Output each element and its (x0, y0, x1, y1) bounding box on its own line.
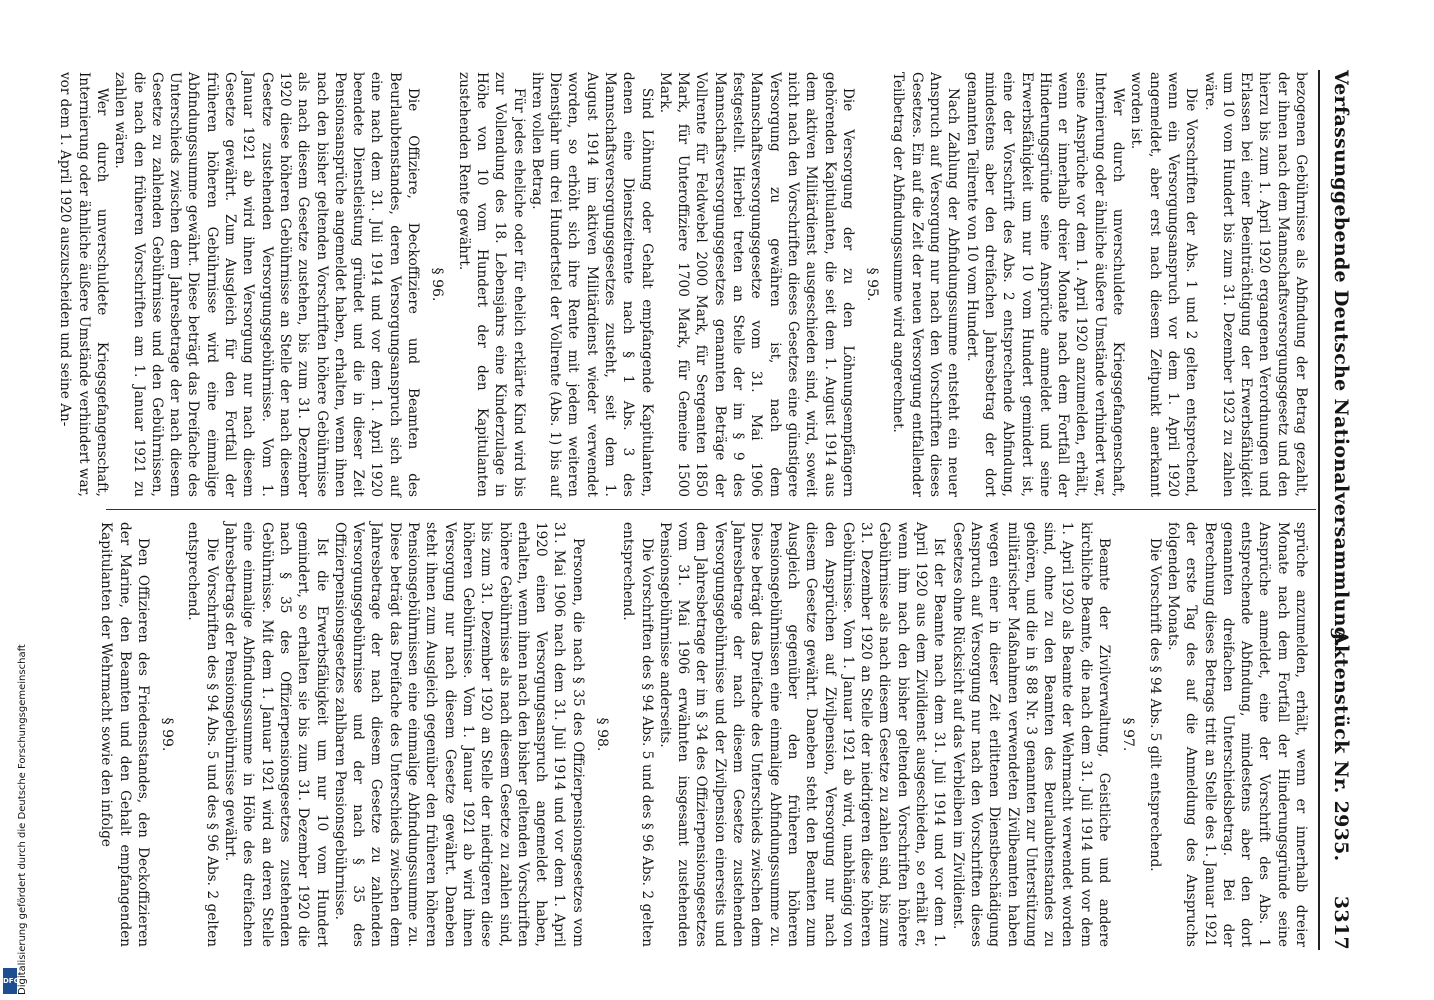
paragraph: Die Vorschrift des § 94 Abs. 5 gilt entsprechend. (1146, 538, 1163, 872)
section-heading: § 99. (159, 717, 176, 752)
page-number: 3317 (1330, 895, 1352, 950)
header-rule (1318, 70, 1320, 950)
section-heading: § 96. (429, 267, 446, 302)
paragraph: Wer durch unverschuldete Kriegsgefangenschaft, Internierung oder ähnliche äußere Umstände verhindert war, vor dem 1. April 1920 auszuscheiden und seine An- (57, 72, 110, 497)
paragraph: Sind Löhnung oder Gehalt empfangende Kapitulanten, denen eine Dienstzeitrente nach § 1 Abs. 3 des Mannschaftsversorgungsgesetzes zusteht, seit dem 1. August 1914 im aktiven Militärdienst wieder verwendet worden, so erhöht sich ihre Rente mit jedem weiteren Dienstjahr um drei Hundertstel der Vollrente (Abs. 1) bis auf ihren vollen Betrag. (528, 72, 655, 497)
paragraph: Für jedes eheliche oder für ehelich erklärte Kind wird bis zur Vollendung des 18. Lebensjahrs eine Kinderzulage in Höhe von 10 vom Hundert der den Kapitulanten zustehenden Rente gewährt. (455, 72, 527, 497)
right-column (97, 522, 1310, 947)
paragraph: sprüche anzumelden, erhält, wenn er innerhalb dreier Monate nach dem Fortfall der Hinderungsgründe seine Ansprüche anmeldet, eine der Vorschrift des Abs. 1 entsprechende Abfindung, mindestens aber den dort genannten dreifachen Unterschiedsbetrag. Bei der Berechnung dieses Betrags tritt an Stelle des 1. Januar 1921 der erste Tag des auf die Anmeldung des Anspruchs folgenden Monats. (1164, 522, 1309, 947)
paragraph: Ist die Erwerbsfähigkeit um nur 10 vom Hundert gemindert, so erhalten sie bis zum 31. Dezember 1920 die nach § 35 des Offizierpensionsgesetzes zustehenden Gebührnisse. Mit dem 1. Januar 1921 wird an deren Stelle eine einmalige Abfindungssumme in Höhe des dreifachen Jahresbetrags der Pensionsgebührnisse gewährt. (222, 522, 330, 947)
credit-text: Digitalisierung gefördert durch die Deutsche Forschungsgemeinschaft (17, 644, 28, 995)
paragraph: Nach Zahlung der Abfindungssumme entsteht ein neuer Anspruch auf Versorgung nur nach den Vorschriften dieses Gesetzes. Ein auf die Zeit der neuen Versorgung entfallender Teilbetrag der Abfindungssumme wird angerechnet. (890, 72, 962, 497)
document-title: Verfassunggebende Deutsche Nationalversammlung. (1330, 70, 1352, 648)
dfg-logo: DFG (3, 968, 17, 994)
paragraph: Beamte der Zivilverwaltung, Geistliche und andere kirchliche Beamte, die nach dem 31. Juli 1914 und vor dem 1. April 1920 als Beamte der Wehrmacht verwendet worden sind, ohne zu den Beamten des Beurlaubtenstandes zu gehören, und die in § 88 Nr. 3 genannten zur Unterstützung militärischer Maßnahmen verwendeten Zivilbeamten haben wegen einer in dieser Zeit erlittenen Dienstbeschädigung Anspruch auf Versorgung nur nach den Vorschriften dieses Gesetzes ohne Rücksicht auf das Verbleiben im Zivildienst. (949, 522, 1113, 947)
section-heading: § 98. (594, 717, 611, 752)
paragraph: Die Offiziere, Deckoffiziere und Beamten des Beurlaubtenstandes, deren Versorgungsanspruch sich auf eine nach dem 31. Juli 1914 und vor dem 1. April 1920 beendete Dienstleistung gründet und die in dieser Zeit Pensionsansprüche angemeldet haben, erhalten, wenn ihnen nach den bisher geltenden Vorschriften höhere Gebührnisse als nach diesem Gesetze zustehen, bis zum 31. Dezember 1920 diese höheren Gebührnisse an Stelle der nach diesem Gesetze zustehenden Versorgungsgebührnisse. Vom 1. Januar 1921 ab wird ihnen Versorgung nur nach diesem Gesetze gewährt. Zum Ausgleich für den Fortfall der früheren höheren Gebührnisse wird eine einmalige Abfindungssumme gewährt. Diese beträgt das Dreifache des Unterschieds zwischen dem Jahresbetrage der nach diesem Gesetze zu zahlenden Gebührnisse und den Gebührnissen, die nach den früheren Vorschriften am 1. Januar 1921 zu zahlen wären. (112, 72, 422, 497)
paragraph: Ist der Beamte nach dem 31. Juli 1914 und vor dem 1. April 1920 aus dem Zivildienst ausgeschieden, so erhält er, wenn ihm nach den bisher geltenden Vorschriften höhere Gebührnisse als nach diesem Gesetze zu zahlen sind, bis zum 31. Dezember 1920 an Stelle der niedrigeren diese höheren Gebührnisse. Vom 1. Januar 1921 ab wird, unabhängig von den Ansprüchen auf Zivilpension, Versorgung nur nach diesem Gesetze gewährt. Daneben steht den Beamten zum Ausgleich gegenüber den früheren höheren Pensionsgebührnissen eine einmalige Abfindungssumme zu. Diese beträgt das Dreifache des Unterschieds zwischen dem Jahresbetrage der nach diesem Gesetze zustehenden Versorgungsgebührnisse und der Zivilpension einerseits und dem Jahresbetrage der im § 34 des Offizierpensionsgesetzes vom 31. Mai 1906 erwähnten insgesamt zustehenden Pensionsgebührnisse anderseits. (656, 522, 948, 947)
page-header (1322, 70, 1352, 950)
paragraph: Die Vorschriften der Abs. 1 und 2 gelten entsprechend, wenn ein Versorgungsanspruch vor dem 1. April 1920 angemeldet, aber erst nach diesem Zeitpunkt anerkannt worden ist. (1128, 72, 1200, 497)
paragraph: Die Vorschriften des § 94 Abs. 5 und des § 96 Abs. 2 gelten entsprechend. (185, 522, 220, 947)
paragraph: Die Versorgung der zu den Löhnungsempfängern gehörenden Kapitulanten, die seit dem 1. August 1914 aus dem aktiven Militärdienst ausgeschieden sind, wird, soweit nicht nach den Vorschriften dieses Gesetzes eine günstigere Versorgung zu gewähren ist, nach dem Mannschaftsversorgungsgesetze vom 31. Mai 1906 festgestellt. Hierbei treten an Stelle der im § 9 des Mannschaftsversorgungsgesetzes genannten Beträge der Vollrente für Feldwebel 2000 Mark, für Sergeanten 1850 Mark, für Unteroffiziere 1700 Mark, für Gemeine 1500 Mark. (656, 72, 856, 497)
paragraph: Den Offizieren des Friedensstandes, den Deckoffizieren der Marine, den Beamten und den Gehalt empfangenden Kapitulanten der Wehrmacht sowie den infolge (98, 522, 151, 947)
document-reference: Aktenstück Nr. 2935. (1330, 630, 1352, 862)
digitization-credit (4, 605, 28, 995)
paragraph: Personen, die nach § 35 des Offizierpensionsgesetzes vom 31. Mai 1906 nach dem 31. Juli 1914 und vor dem 1. April 1920 einen Versorgungsanspruch angemeldet haben, erhalten, wenn ihnen nach den bisher geltenden Vorschriften höhere Gebührnisse als nach diesem Gesetze zu zahlen sind, bis zum 31. Dezember 1920 an Stelle der niedrigeren diese höheren Gebührnisse. Vom 1. Januar 1921 ab wird ihnen Versorgung nur nach diesem Gesetze gewährt. Daneben steht ihnen zum Ausgleich gegenüber den früheren höheren Pensionsgebührnissen eine einmalige Abfindungssumme zu. Diese beträgt das Dreifache des Unterschieds zwischen dem Jahresbetrage der nach diesem Gesetze zu zahlenden Versorgungsgebührnisse und der nach § 35 des Offizierpensionsgesetzes zahlbaren Pensionsgebührnisse. (331, 522, 586, 947)
paragraph: Die Vorschriften des § 94 Abs. 5 und des § 96 Abs. 2 gelten entsprechend. (620, 522, 655, 947)
paragraph: bezogenen Gebührnisse als Abfindung der Betrag gezahlt, der ihnen nach dem Mannschaftsversorgungsgesetz und den hierzu bis zum 1. April 1920 ergangenen Verordnungen und Erlassen bei einer Beeinträchtigung der Erwerbsfähigkeit um 10 vom Hundert bis zum 31. Dezember 1923 zu zahlen wäre. (1201, 72, 1309, 497)
section-heading: § 95. (864, 267, 881, 302)
left-column (56, 72, 1310, 497)
column-divider (106, 509, 1316, 510)
paragraph: Wer durch unverschuldete Kriegsgefangenschaft, Internierung oder ähnliche äußere Umstände verhindert war, seine Ansprüche vor dem 1. April 1920 anzumelden, erhält, wenn er innerhalb dreier Monate nach dem Fortfall der Hinderungsgründe seine Ansprüche anmeldet und seine Erwerbsfähigkeit um nur 10 vom Hundert gemindert ist, eine der Vorschrift des Abs. 2 entsprechende Abfindung, mindestens aber den dreifachen Jahresbetrag der dort genannten Teilrente von 10 vom Hundert. (963, 72, 1127, 497)
section-heading: § 97. (1120, 717, 1137, 752)
